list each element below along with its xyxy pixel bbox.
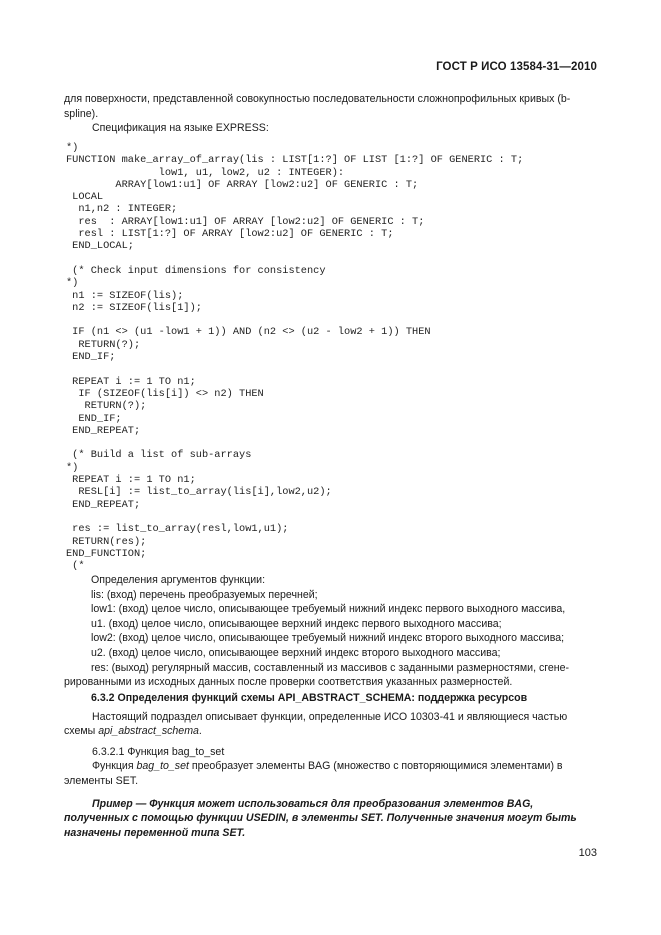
code-line: RETURN(?); [66,400,147,413]
page-number: 103 [578,847,597,859]
section-paragraph-text: Настоящий подраздел описывает функции, определенные ИСО 10303-41 и являющиеся частью схемы [64,710,568,738]
express-code-block [66,142,606,572]
code-line: END_IF; [66,351,116,364]
definition-low2: low2: (вход) целое число, описывающее требуемый нижний индекс второго выходного массива; [91,632,565,645]
section-heading: 6.3.2 Определения функций схемы API_ABSTRACT_SCHEMA: поддержка ресурсов [91,692,528,704]
code-line: *) [66,461,79,474]
definition-res-continued: рированными из исходных данных после проверки соответствия указанных размерностей. [64,676,513,689]
code-line: ARRAY[low1:u1] OF ARRAY [low2:u2] OF GENERIC : T; [66,178,419,191]
code-line: low1, u1, low2, u2 : INTEGER): [66,166,345,179]
code-line [66,253,606,265]
function-name: bag_to_set [136,760,189,773]
code-line: LOCAL [66,191,104,204]
code-line: END_FUNCTION; [66,547,147,560]
code-line: n1,n2 : INTEGER; [66,203,178,216]
definitions-block [64,573,598,690]
schema-name: api_abstract_schema [98,725,199,738]
intro-paragraph: для поверхности, представленной совокупностью последовательности сложнопрофильных кривых (b-spline). [64,93,571,120]
definition-u1: u1. (вход) целое число, описывающее верхний индекс первого выходного массива; [91,617,502,630]
section-paragraph-end: . [198,725,202,738]
definition-u2: u2. (вход) целое число, описывающее верхний индекс второго выходного массива; [91,646,501,659]
code-line: res : ARRAY[low1:u1] OF ARRAY [low2:u2] OF GENERIC : T; [66,215,425,228]
definitions-title: Определения аргументов функции: [91,574,266,586]
definition-res: res: (выход) регулярный массив, составленный из массивов с заданными размерностями, сгене- [91,661,570,674]
code-line: END_IF; [66,412,122,425]
code-line [66,511,606,523]
code-line: END_REPEAT; [66,498,141,511]
code-line: n2 := SIZEOF(lis[1]); [66,301,202,314]
definition-lis: lis: (вход) перечень преобразуемых перечней; [91,588,318,601]
code-line: (* [66,560,85,573]
document-header: ГОСТ Р ИСО 13584-31—2010 [436,61,597,73]
section-6-3-2 [64,691,598,840]
subsection-paragraph [64,759,598,788]
code-line: RETURN(res); [66,535,147,548]
section-paragraph [64,710,598,739]
code-line: (* Check input dimensions for consistency [66,264,326,277]
example-note: Пример — Функция может использоваться для преобразования элементов BAG, полученных с помощью функции USEDIN, в элементы SET. Полученные значения могут быть назначены переменной типа SET. [64,797,577,839]
code-line: END_LOCAL; [66,240,134,253]
subsection-text-a: Функция [92,760,137,773]
code-line: (* Build a list of sub-arrays [66,449,252,462]
subsection-text-b: преобразует элементы BAG (множество с повторяющимися элементами) в элементы SET. [64,760,563,787]
code-line: IF (SIZEOF(lis[i]) <> n2) THEN [66,387,264,400]
code-line: resl : LIST[1:?] OF ARRAY [low2:u2] OF GENERIC : T; [66,228,394,241]
code-line: res := list_to_array(resl,low1,u1); [66,523,289,536]
code-line [66,314,606,326]
subsection-heading: 6.3.2.1 Функция bag_to_set [92,745,225,758]
express-spec-label: Спецификация на языке EXPRESS: [92,122,269,135]
code-line: END_REPEAT; [66,424,141,437]
code-line: *) [66,277,79,290]
code-line: *) [66,142,79,154]
code-line: IF (n1 <> (u1 -low1 + 1)) AND (n2 <> (u2 - low2 + 1)) THEN [66,326,431,339]
code-line: RETURN(?); [66,338,141,351]
code-line: FUNCTION make_array_of_array(lis : LIST[1:?] OF LIST [1:?] OF GENERIC : T; [66,154,524,167]
code-line: n1 := SIZEOF(lis); [66,289,184,302]
definition-low1: low1: (вход) целое число, описывающее требуемый нижний индекс первого выходного массива, [91,603,566,616]
code-line: REPEAT i := 1 TO n1; [66,474,196,487]
code-line [66,363,606,375]
code-line: REPEAT i := 1 TO n1; [66,375,196,388]
code-line: RESL[i] := list_to_array(lis[i],low2,u2); [66,486,332,499]
code-line [66,437,606,449]
intro-block [64,92,598,136]
